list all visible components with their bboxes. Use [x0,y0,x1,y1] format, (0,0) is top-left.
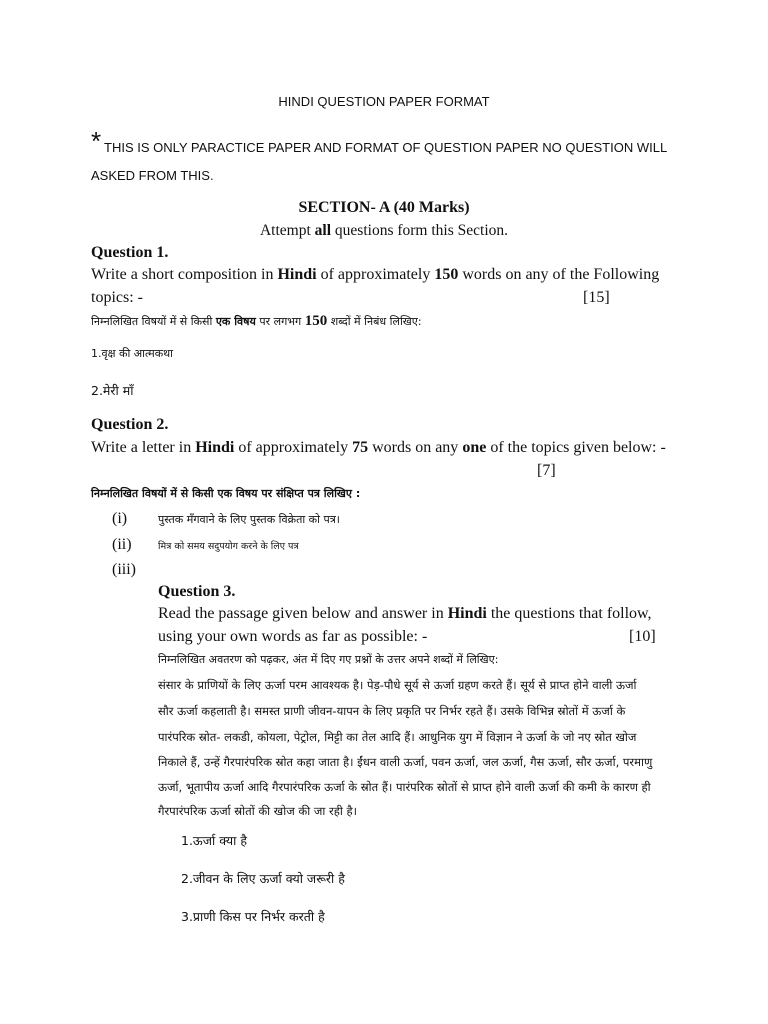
question-3-prompt-line1: Read the passage given below and answer in Hindi the questions that follow, [158,605,652,622]
passage-line: गैरपारंपरिक ऊर्जा स्रोतों की खोज की जा रही है। [158,804,357,818]
question-3-subquestion-1: 1.ऊर्जा क्या है [181,833,248,848]
question-3-prompt-line2: using your own words as far as possible: - [158,628,428,645]
question-2-item-3-number: (iii) [112,561,136,578]
question-2-item-1-number: (i) [112,510,128,527]
question-3-subquestion-2: 2.जीवन के लिए ऊर्जा क्यो जरूरी है [181,871,345,886]
question-2-heading: Question 2. [91,416,169,433]
question-2-marks: [7] [537,462,556,479]
question-1-topic-2: 2.मेरी माँ [91,383,134,398]
section-instruction: Attempt all questions form this Section. [259,222,508,239]
question-2-item-2-text: मित्र को समय सदुपयोग करने के लिए पत्र [158,541,299,552]
passage-line: पारंपरिक स्रोत- लकडी, कोयला, पेट्रोल, मिट्टी का तेल आदि हैं। आधुनिक युग में विज्ञान ने ऊर्जा के जो नए स्रोत खोज [158,730,637,744]
question-3-hindi-instruction: निम्नलिखित अवतरण को पढ़कर, अंत में दिए गए प्रश्नों के उत्तर अपने शब्दों में लिखिए: [158,653,499,666]
passage-line: संसार के प्राणियों के लिए ऊर्जा परम आवश्यक है। पेड़-पौधे सूर्य से ऊर्जा ग्रहण करते हैं। सूर्य से प्राप्त होने वाली ऊर्जा [158,678,637,692]
question-2-prompt-line1: Write a letter in Hindi of approximately 75 words on any one of the topics given below: - [91,439,666,456]
question-2-item-2-number: (ii) [112,536,132,553]
question-3-marks: [10] [629,628,656,645]
question-1-marks: [15] [583,289,610,306]
asterisk-mark: * [91,126,102,156]
question-1-heading: Question 1. [91,244,169,261]
question-1-hindi-instruction: निम्नलिखित विषयों में से किसी एक विषय पर लगभग 150 शब्दों में निबंध लिखिए: [91,313,422,329]
question-1-prompt-line1: Write a short composition in Hindi of approximately 150 words on any of the Following [91,266,660,283]
question-3-heading: Question 3. [158,583,236,600]
page-title: HINDI QUESTION PAPER FORMAT [278,94,490,109]
question-2-hindi-instruction: निम्नलिखित विषयों में से किसी एक विषय पर संक्षिप्त पत्र लिखिए : [91,487,361,500]
passage-line: ऊर्जा, भूतापीय ऊर्जा आदि गैरपारंपरिक ऊर्जा के स्रोत हैं। पारंपरिक स्रोतों से प्राप्त होने वाली ऊर्जा की कमी के कारण ही [158,780,651,794]
passage-line: सौर ऊर्जा कहलाती है। समस्त प्राणी जीवन-यापन के लिए प्रकृति पर निर्भर रहते हैं। उसके विभिन्न स्रोतों में ऊर्जा के [158,704,626,718]
practice-note-line2: ASKED FROM THIS. [91,168,214,183]
question-2-item-1-text: पुस्तक मँगवाने के लिए पुस्तक विक्रेता को पत्र। [158,513,340,526]
practice-note-line1: THIS IS ONLY PARACTICE PAPER AND FORMAT OF QUESTION PAPER NO QUESTION WILL [104,140,668,155]
section-heading: SECTION- A (40 Marks) [298,199,470,216]
question-1-topic-1: 1.वृक्ष की आत्मकथा [91,347,174,360]
passage-line: निकाले हैं, उन्हें गैरपारंपरिक स्रोत कहा जाता है। ईंधन वाली ऊर्जा, पवन ऊर्जा, जल ऊर्जा, गैस ऊर्जा, सौर ऊर्जा, परमाणु [158,755,653,769]
question-3-subquestion-3: 3.प्राणी किस पर निर्भर करती है [181,909,325,924]
question-1-prompt-line2: topics: - [91,289,143,306]
